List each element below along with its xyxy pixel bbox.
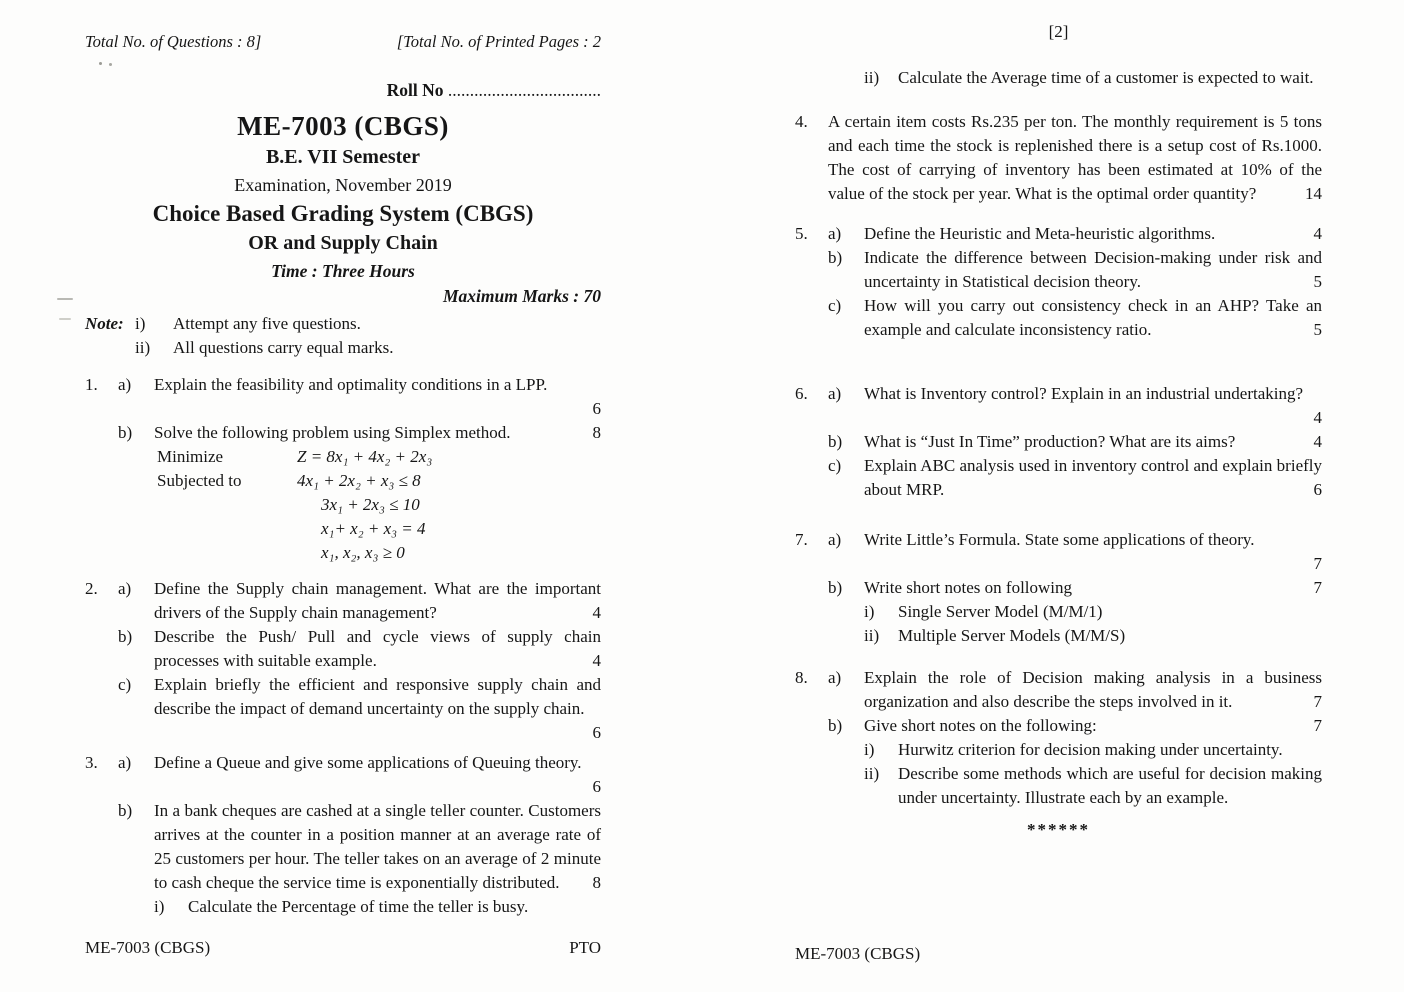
part-text-content: In a bank cheques are cashed at a single teller counter. Customers arrives at the counter in a position manner at an average rate of 25 customers per hour. The teller takes on an average of 2 minute to cash cheque the service time is exponentially distributed. [154, 801, 601, 892]
equation-expression: x₁+ x₂ + x₃ = 4 [321, 519, 426, 538]
footer-pto: PTO [569, 938, 601, 957]
question-6-part-a [795, 382, 1322, 430]
semester-title: B.E. VII Semester [265, 146, 421, 168]
equation-line [157, 493, 601, 517]
question-number: 5. [795, 224, 808, 243]
question-7-part-b-sub-ii [864, 624, 1322, 648]
sub-item-number: i) [864, 740, 875, 759]
equation-expression: 4x₁ + 2x₂ + x₃ ≤ 8 [297, 471, 421, 490]
marks-value: 7 [1313, 578, 1322, 597]
part-label: b) [828, 248, 843, 267]
part-label: a) [118, 579, 132, 598]
part-text-content: Define a Queue and give some applications of Queuing theory. [154, 753, 582, 772]
part-text-content: Write Little’s Formula. State some applications of theory. [864, 530, 1255, 549]
part-label: a) [828, 530, 842, 549]
part-text [864, 454, 1322, 502]
question-3-part-b-sub-ii [795, 66, 1322, 90]
part-text [864, 246, 1322, 294]
marks-value: 4 [592, 651, 601, 670]
note-item-number: ii) [135, 338, 151, 357]
roll-no-label: Roll No [386, 80, 448, 100]
question-8 [795, 666, 1322, 810]
equation-expression: Z = 8x₁ + 4x₂ + 2x₃ [297, 447, 433, 466]
part-label: a) [118, 753, 132, 772]
marks-value: 4 [592, 603, 601, 622]
part-text-content: Indicate the difference between Decision-making under risk and uncertainty in Statistical decision theory. [864, 248, 1322, 291]
equation-expression: x₁, x₂, x₃ ≥ 0 [321, 543, 405, 562]
part-text [154, 421, 601, 445]
question-1 [85, 373, 601, 565]
footer-course-code: ME-7003 (CBGS) [795, 944, 921, 963]
marks-value: 8 [592, 873, 601, 892]
part-text-content: What is Inventory control? Explain in an industrial undertaking? [864, 384, 1304, 403]
part-label: b) [828, 716, 843, 735]
part-label: c) [828, 456, 842, 475]
part-label: b) [118, 801, 133, 820]
sub-item-text: Multiple Server Models (M/M/S) [898, 626, 1126, 645]
end-of-paper-marker: ****** [1027, 820, 1090, 839]
page1-footer [85, 936, 601, 960]
part-label: a) [828, 224, 842, 243]
equation-line [157, 541, 601, 565]
question-7-part-b-sub-i [864, 600, 1322, 624]
grading-scheme-title: Choice Based Grading System (CBGS) [152, 201, 534, 226]
question-number: 2. [85, 579, 98, 598]
page1-header-row [85, 30, 601, 54]
question-number: 4. [795, 112, 808, 131]
question-7-part-b [795, 576, 1322, 600]
part-text [154, 577, 601, 625]
question-6-part-c [795, 454, 1322, 502]
part-text [864, 222, 1322, 246]
maximum-marks: Maximum Marks : 70 [442, 286, 601, 306]
part-text-content: Solve the following problem using Simplex method. [154, 423, 511, 442]
subject-title: OR and Supply Chain [248, 232, 438, 254]
question-4 [795, 110, 1322, 206]
part-text-content: What is “Just In Time” production? What are its aims? [864, 432, 1236, 451]
total-questions-label: Total No. of Questions : 8] [85, 32, 262, 51]
sub-item-text: Calculate the Average time of a customer is expected to wait. [898, 68, 1314, 87]
question-number: 8. [795, 668, 808, 687]
marks-value: 7 [1313, 554, 1322, 573]
part-label: b) [828, 578, 843, 597]
footer-course-code: ME-7003 (CBGS) [85, 938, 211, 957]
equation-label [157, 541, 297, 565]
question-5 [795, 222, 1322, 342]
sub-item-number: i) [154, 897, 165, 916]
part-text [154, 751, 601, 799]
page-1 [85, 30, 601, 966]
question-3-part-b-sub-i [154, 895, 601, 919]
question-5-part-b [795, 246, 1322, 294]
part-label: c) [828, 296, 842, 315]
question-text [828, 110, 1322, 206]
sub-item-text: Calculate the Percentage of time the teller is busy. [188, 897, 529, 916]
part-text-content: Explain briefly the efficient and responsive supply chain and describe the impact of demand uncertainty on the supply chain. [154, 675, 601, 718]
question-2 [85, 577, 601, 745]
scan-artifact [57, 298, 73, 300]
roll-no-line [85, 78, 601, 102]
scan-artifact [59, 318, 71, 320]
part-label: a) [118, 375, 132, 394]
sub-item-text: Hurwitz criterion for decision making under uncertainty. [898, 740, 1283, 759]
question-7-part-a [795, 528, 1322, 552]
question-6-part-b [795, 430, 1322, 454]
question-8-part-b-sub-i [864, 738, 1322, 762]
sub-item-number: i) [864, 602, 875, 621]
equation-line [157, 445, 601, 469]
sub-item-text: Describe some methods which are useful for decision making under uncertainty. Illustrate each by an example. [898, 764, 1322, 807]
question-5-part-c [795, 294, 1322, 342]
part-text [154, 673, 601, 745]
marks-value: 6 [592, 777, 601, 796]
question-1-equations [157, 445, 601, 565]
marks-value: 4 [1313, 224, 1322, 243]
part-label: b) [828, 432, 843, 451]
marks-value: 4 [1313, 408, 1322, 427]
marks-value: 6 [592, 399, 601, 418]
note-row-2 [85, 336, 601, 360]
page-number: [2] [1048, 22, 1069, 41]
equation-label [157, 517, 297, 541]
marks-value: 6 [1313, 480, 1322, 499]
question-3-part-a [85, 751, 601, 799]
roll-no-dotted-line: ................................... [447, 80, 601, 100]
part-text-content: Give short notes on the following: [864, 716, 1097, 735]
marks-value: 5 [1313, 272, 1322, 291]
sub-item-number: ii) [864, 764, 880, 783]
note-label-spacer [85, 336, 135, 360]
part-text [864, 666, 1322, 714]
question-number: 3. [85, 753, 98, 772]
equation-label: Subjected to [157, 471, 242, 490]
part-label: a) [828, 668, 842, 687]
note-block [85, 312, 601, 360]
question-2-part-b [85, 625, 601, 673]
equation-line [157, 517, 601, 541]
part-text [864, 576, 1322, 600]
time-allowed: Time : Three Hours [271, 261, 415, 281]
question-1-part-a [85, 373, 601, 397]
equation-expression: 3x₁ + 2x₃ ≤ 10 [321, 495, 420, 514]
question-number: 1. [85, 375, 98, 394]
part-text [864, 528, 1322, 552]
note-label: Note: [85, 314, 124, 333]
part-text-content: Describe the Push/ Pull and cycle views of supply chain processes with suitable example. [154, 627, 601, 670]
question-6 [795, 382, 1322, 502]
page2-footer [795, 942, 1322, 966]
marks-value: 7 [1313, 716, 1322, 735]
part-text-content: Define the Supply chain management. What are the important drivers of the Supply chain management? [154, 579, 601, 622]
part-text [864, 382, 1322, 430]
part-text [864, 294, 1322, 342]
part-text-content: Write short notes on following [864, 578, 1073, 597]
equation-label: Minimize [157, 447, 224, 466]
part-text-content: Define the Heuristic and Meta-heuristic algorithms. [864, 224, 1216, 243]
marks-value: 4 [1313, 432, 1322, 451]
marks-value: 6 [592, 723, 601, 742]
sub-item-number: ii) [864, 626, 880, 645]
part-text [154, 373, 601, 397]
note-item-text: Attempt any five questions. [173, 314, 361, 333]
question-2-part-a [85, 577, 601, 625]
part-text [154, 799, 601, 895]
part-text [864, 714, 1322, 738]
question-8-part-b-sub-ii [864, 762, 1322, 810]
sub-item-text: Single Server Model (M/M/1) [898, 602, 1103, 621]
exam-session: Examination, November 2019 [234, 175, 452, 195]
sub-item-number: ii) [864, 68, 880, 87]
note-row-1 [85, 312, 601, 336]
question-number: 6. [795, 384, 808, 403]
part-text-content: Explain ABC analysis used in inventory control and explain briefly about MRP. [864, 456, 1322, 499]
question-2-part-c [85, 673, 601, 745]
part-text [864, 430, 1322, 454]
scan-artifact [99, 62, 102, 65]
equation-line [157, 469, 601, 493]
marks-value: 7 [1313, 692, 1322, 711]
question-5-part-a [795, 222, 1322, 246]
marks-value: 8 [592, 423, 601, 442]
question-8-part-a [795, 666, 1322, 714]
question-3 [85, 751, 601, 919]
part-label: b) [118, 423, 133, 442]
note-item-number: i) [135, 314, 146, 333]
course-code-title: ME-7003 (CBGS) [237, 111, 449, 141]
page-2 [795, 20, 1322, 972]
question-3-part-b [85, 799, 601, 895]
note-item-text: All questions carry equal marks. [173, 338, 394, 357]
question-4-body [795, 110, 1322, 206]
part-text-content: Explain the feasibility and optimality conditions in a LPP. [154, 375, 548, 394]
question-7 [795, 528, 1322, 648]
part-text-content: Explain the role of Decision making analysis in a business organization and also describe the steps involved in it. [864, 668, 1322, 711]
part-text [154, 625, 601, 673]
equation-label [157, 493, 297, 517]
part-label: b) [118, 627, 133, 646]
marks-value: 5 [1313, 320, 1322, 339]
question-8-part-b [795, 714, 1322, 738]
printed-pages-label: [Total No. of Printed Pages : 2 [396, 32, 601, 51]
sub-item-row [864, 66, 1322, 90]
part-label: a) [828, 384, 842, 403]
part-label: c) [118, 675, 132, 694]
marks-value: 14 [1305, 184, 1322, 203]
part-text-content: How will you carry out consistency check in an AHP? Take an example and calculate inconsistency ratio. [864, 296, 1322, 339]
question-text-content: A certain item costs Rs.235 per ton. The monthly requirement is 5 tons and each time the stock is replenished there is a setup cost of Rs.1000. The cost of carrying of inventory has been estimated at 10% of the value of the stock per year. What is the optimal order quantity? [828, 112, 1322, 203]
question-1-part-b [85, 421, 601, 445]
question-number: 7. [795, 530, 808, 549]
